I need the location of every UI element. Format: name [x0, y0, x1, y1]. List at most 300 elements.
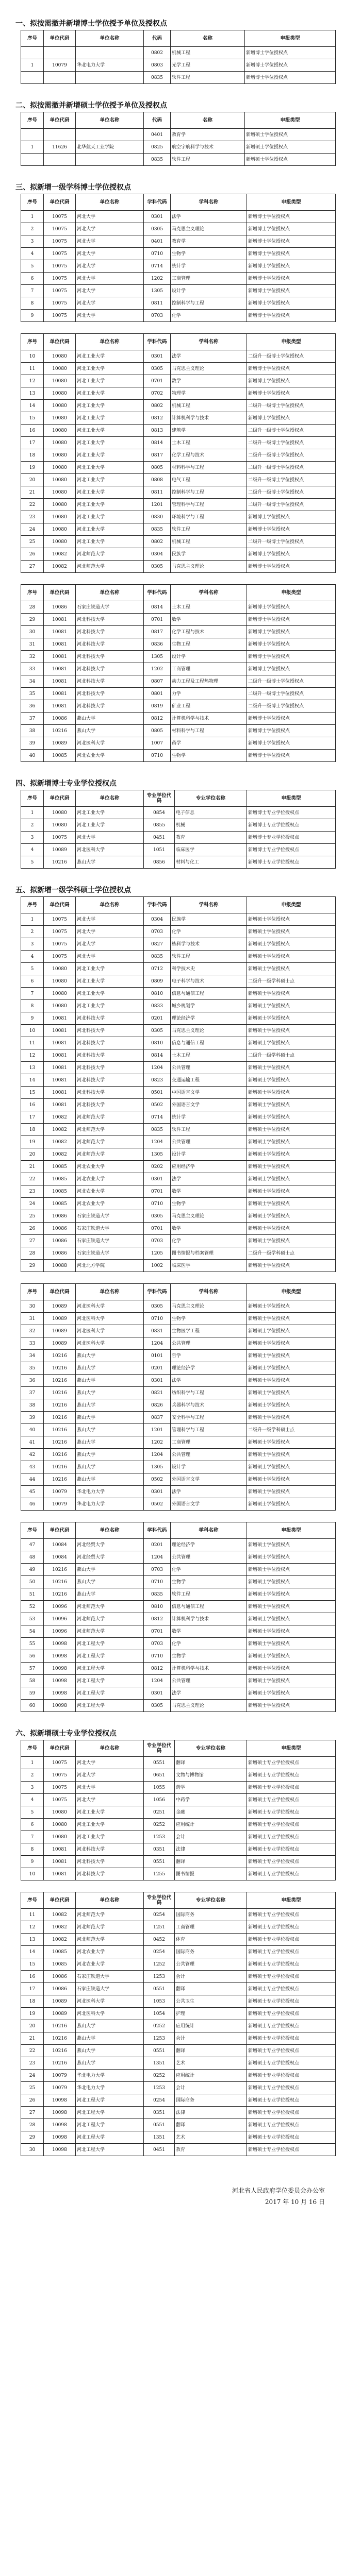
table-cell: 10081 [44, 700, 76, 713]
table-header-row [21, 897, 336, 913]
table-cell: 机械工程 [171, 400, 247, 412]
table-cell: 10216 [44, 1350, 76, 1362]
table-cell: 新增硕士学位授权点 [247, 1486, 336, 1498]
table-cell: 21 [21, 1161, 44, 1173]
table-cell: 10084 [44, 1539, 76, 1551]
table-row [21, 449, 336, 462]
table-row [21, 951, 336, 963]
table-cell: 15 [21, 412, 44, 425]
table-row [21, 638, 336, 651]
table-row [21, 1794, 336, 1806]
table-header-row [21, 790, 336, 807]
table-cell: 0305 [144, 1025, 171, 1037]
table-cell: 新增博士学位授权点 [247, 285, 336, 297]
table-cell: 0714 [144, 1111, 171, 1124]
table-cell: 城乡规划学 [171, 1000, 247, 1012]
table-cell: 新增硕士学位授权点 [247, 1223, 336, 1235]
table-cell: 药学 [171, 737, 247, 750]
table-cell: 河北工业大学 [76, 1819, 144, 1831]
table-row [21, 129, 336, 141]
table-row [21, 1473, 336, 1486]
table-cell: 设计学 [171, 1461, 247, 1473]
table-cell: 河北医科大学 [76, 1313, 144, 1325]
table-cell: 新增硕士学位授权点 [247, 1124, 336, 1136]
table-row [21, 1564, 336, 1576]
table-cell: 0451 [144, 832, 175, 844]
table-cell: 11 [21, 1037, 44, 1049]
table-cell: 0252 [144, 1819, 175, 1831]
table-cell: 新增硕士学位授权点 [247, 1613, 336, 1625]
table-cell: 中国语言文学 [171, 1087, 247, 1099]
data-table [21, 584, 336, 762]
table-cell: 10075 [44, 926, 76, 938]
table-cell: 25 [21, 1210, 44, 1223]
table-row [21, 975, 336, 988]
table-cell: 石家庄铁道大学 [76, 601, 144, 614]
table-cell: 0836 [144, 638, 171, 651]
table-cell: 燕山大学 [76, 713, 144, 725]
table-cell: 0837 [144, 1412, 171, 1424]
table-cell: 34 [21, 1350, 44, 1362]
table-row [21, 1037, 336, 1049]
table-cell: 河北工程大学 [76, 1638, 144, 1650]
table-cell: 10216 [44, 725, 76, 737]
table-cell: 0401 [144, 235, 171, 248]
column-header: 单位名称 [76, 1284, 144, 1300]
data-table [21, 1892, 336, 2156]
column-header: 申报类型 [245, 30, 336, 47]
table-cell: 10086 [44, 713, 76, 725]
table-cell: 化学工程与技术 [171, 449, 247, 462]
table-cell: 数学 [171, 614, 247, 626]
table-cell: 10098 [44, 2094, 76, 2107]
table-cell: 河北科技大学 [76, 1087, 144, 1099]
table-cell: 0812 [144, 412, 171, 425]
table-cell: 燕山大学 [76, 1412, 144, 1424]
table-cell: 30 [21, 2144, 44, 2156]
table-cell: 计算机科学与技术 [171, 713, 247, 725]
table-cell: 20 [21, 474, 44, 486]
column-header: 单位代码 [44, 112, 76, 129]
table-cell: 河北科技大学 [76, 1049, 144, 1062]
table-cell: 10082 [44, 1909, 76, 1921]
table-cell: 10081 [44, 1099, 76, 1111]
table-cell: 8 [21, 1843, 44, 1856]
table-cell: 河北科技大学 [76, 1037, 144, 1049]
table-cell: 21 [21, 486, 44, 499]
table-cell: 0830 [144, 511, 171, 523]
column-header: 申报类型 [247, 585, 336, 601]
table-cell: 0819 [144, 700, 171, 713]
column-header: 学科代码 [144, 585, 171, 601]
table-cell: 32 [21, 651, 44, 663]
table-cell: 0710 [144, 1313, 171, 1325]
table-cell: 10096 [44, 1613, 76, 1625]
table-row [21, 663, 336, 675]
table-cell: 10089 [44, 1300, 76, 1313]
table-cell: 10081 [44, 1062, 76, 1074]
table-cell: 24 [21, 2070, 44, 2082]
table-cell: 10080 [44, 412, 76, 425]
column-header: 单位名称 [76, 790, 144, 807]
table-cell: 59 [21, 1687, 44, 1700]
table-cell: 10098 [44, 2131, 76, 2144]
table-cell: 河北大学 [76, 297, 144, 310]
table-cell: 0252 [144, 2020, 175, 2032]
table-row [21, 2020, 336, 2032]
table-cell: 翻译 [175, 2119, 247, 2131]
table-row [21, 1087, 336, 1099]
table-row [21, 235, 336, 248]
table-cell: 1205 [144, 1247, 171, 1260]
table-cell: 燕山大学 [76, 1576, 144, 1588]
table-cell: 3 [21, 1782, 44, 1794]
table-cell: 生物学 [171, 1576, 247, 1588]
table-cell: 10075 [44, 260, 76, 273]
table-cell: 马克思主义理论 [171, 561, 247, 573]
table-cell: 国际商务 [175, 1909, 247, 1921]
table-cell: 10079 [44, 1498, 76, 1511]
table-cell: 6 [21, 1819, 44, 1831]
table-cell: 会计 [175, 1831, 247, 1843]
table-cell: 河北大学 [76, 310, 144, 322]
table-cell: 42 [21, 1449, 44, 1461]
column-header: 单位名称 [76, 194, 144, 211]
table-cell: 新增博士学位授权点 [247, 273, 336, 285]
table-cell: 36 [21, 1375, 44, 1387]
table-cell: 物理学 [171, 387, 247, 400]
column-header: 专业学位名称 [175, 1892, 247, 1909]
table-header-row [21, 30, 336, 47]
table-cell: 河北科技大学 [76, 1012, 144, 1025]
table-cell: 30 [21, 626, 44, 638]
table-cell: 法学 [171, 211, 247, 223]
table-cell: 0701 [144, 1185, 171, 1198]
table-cell: 新增硕士专业学位授权点 [247, 1958, 336, 1971]
table-cell: 河北工业大学 [76, 350, 144, 363]
table-row [21, 1362, 336, 1375]
table-cell: 教育学 [171, 129, 245, 141]
table-cell: 安全科学与工程 [171, 1412, 247, 1424]
table-cell: 15 [21, 1958, 44, 1971]
table-cell: 10216 [44, 1588, 76, 1601]
table-cell: 10089 [44, 844, 76, 856]
table-cell: 0802 [144, 47, 171, 59]
table-cell: 49 [21, 1564, 44, 1576]
table-row [21, 1946, 336, 1958]
table-row [21, 1313, 336, 1325]
table-cell: 0809 [144, 975, 171, 988]
table-cell: 河北大学 [76, 273, 144, 285]
table-cell: 21 [21, 2032, 44, 2045]
column-header: 申报类型 [245, 112, 336, 129]
table-cell: 10216 [44, 1399, 76, 1412]
table-cell: 55 [21, 1638, 44, 1650]
table-cell: 10084 [44, 1551, 76, 1564]
table-cell: 艺术 [175, 2057, 247, 2070]
table-header-row [21, 585, 336, 601]
table-cell: 0202 [144, 1161, 171, 1173]
table-cell: 2 [21, 1769, 44, 1782]
table-cell: 0805 [144, 462, 171, 474]
column-header: 申报类型 [247, 1892, 336, 1909]
table-cell: 19 [21, 2008, 44, 2020]
table-cell: 马克思主义理论 [171, 1025, 247, 1037]
table-cell: 二级升一级博士学位授权点 [247, 400, 336, 412]
table-cell: 10081 [44, 1037, 76, 1049]
table-cell: 0351 [144, 2107, 175, 2119]
table-cell: 河北科技大学 [76, 614, 144, 626]
table-cell: 10075 [44, 235, 76, 248]
table-cell: 新增硕士专业学位授权点 [247, 2107, 336, 2119]
column-header: 学科代码 [144, 334, 171, 350]
table-cell: 二级升一级博士学位授权点 [247, 536, 336, 548]
table-cell: 14 [21, 400, 44, 412]
table-cell: 核科学与技术 [171, 938, 247, 951]
table-cell: 化学 [171, 310, 247, 322]
table-cell: 12 [21, 1049, 44, 1062]
table-cell: 19 [21, 462, 44, 474]
table-row [21, 350, 336, 363]
table-cell: 河北医科大学 [76, 1325, 144, 1337]
table-cell: 法学 [171, 1375, 247, 1387]
table-cell: 河北工程大学 [76, 1663, 144, 1675]
table-cell: 体育 [175, 1934, 247, 1946]
table-cell: 金融 [175, 1806, 247, 1819]
table-cell: 1007 [144, 737, 171, 750]
table-cell: 0703 [144, 1564, 171, 1576]
table-row [21, 1136, 336, 1148]
table-row [21, 1198, 336, 1210]
table-cell: 河北科技大学 [76, 1843, 144, 1856]
table-cell: 1305 [144, 651, 171, 663]
table-cell: 10216 [44, 1412, 76, 1424]
table-cell: 0551 [144, 2119, 175, 2131]
table-header-row [21, 1740, 336, 1757]
table-cell: 10086 [44, 1210, 76, 1223]
table-cell: 10082 [44, 548, 76, 561]
column-header: 学科名称 [171, 585, 247, 601]
table-row [21, 1235, 336, 1247]
table-cell: 工商管理 [171, 663, 247, 675]
table-row [21, 1625, 336, 1638]
table-row [21, 1782, 336, 1794]
table-cell: 新增博士学位授权点 [247, 750, 336, 762]
table-cell: 河北工程大学 [76, 2131, 144, 2144]
table-cell: 19 [21, 1136, 44, 1148]
table-cell: 0702 [144, 387, 171, 400]
table-cell: 10081 [44, 1025, 76, 1037]
table-cell: 公共管理 [171, 1062, 247, 1074]
table-cell: 新增博士学位授权点 [247, 211, 336, 223]
table-cell: 生物学 [171, 1313, 247, 1325]
table-cell: 2 [21, 926, 44, 938]
table-cell: 新增硕士专业学位授权点 [247, 2020, 336, 2032]
table-cell: 10089 [44, 2008, 76, 2020]
table-cell: 软件工程 [171, 72, 245, 84]
table-row [21, 2082, 336, 2094]
table-cell: 化学 [171, 926, 247, 938]
table-cell: 0801 [144, 688, 171, 700]
table-cell: 燕山大学 [76, 1375, 144, 1387]
table-cell: 河北工业大学 [76, 425, 144, 437]
table-cell: 新增博士学位授权点 [247, 363, 336, 375]
table-row [21, 486, 336, 499]
table-cell: 7 [21, 988, 44, 1000]
table-cell: 新增硕士学位授权点 [247, 1198, 336, 1210]
table-row [21, 1921, 336, 1934]
table-cell: 河北大学 [76, 211, 144, 223]
table-cell [21, 72, 44, 84]
table-row [21, 1934, 336, 1946]
table-cell: 0817 [144, 449, 171, 462]
table-row [21, 1161, 336, 1173]
table-cell: 1253 [144, 2032, 175, 2045]
table-cell: 河北工业大学 [76, 1806, 144, 1819]
table-cell: 0710 [144, 1198, 171, 1210]
table-cell: 外国语言文学 [171, 1498, 247, 1511]
table-cell: 1305 [144, 1148, 171, 1161]
table-cell: 22 [21, 2045, 44, 2057]
table-row [21, 1436, 336, 1449]
table-cell: 1 [21, 59, 44, 72]
table-cell: 新增硕士专业学位授权点 [247, 1769, 336, 1782]
table-cell: 翻译 [175, 1856, 247, 1868]
table-cell: 1201 [144, 499, 171, 511]
table-cell: 新增博士专业学位授权点 [247, 856, 336, 869]
table-cell: 软件工程 [171, 1124, 247, 1136]
table-cell: 新增硕士专业学位授权点 [247, 2045, 336, 2057]
table-row [21, 2008, 336, 2020]
table-cell: 马克思主义理论 [171, 223, 247, 235]
table-cell: 新增硕士专业学位授权点 [247, 1934, 336, 1946]
table-cell: 新增硕士专业学位授权点 [247, 1995, 336, 2008]
table-cell: 12 [21, 375, 44, 387]
table-cell: 文物与博物馆 [175, 1769, 247, 1782]
table-cell: 中药学 [175, 1794, 247, 1806]
table-cell: 0831 [144, 1325, 171, 1337]
table-cell: 新增硕士专业学位授权点 [247, 2070, 336, 2082]
table-cell: 民族学 [171, 913, 247, 926]
table-cell: 河北工业大学 [76, 511, 144, 523]
table-cell: 23 [21, 511, 44, 523]
table-cell: 10080 [44, 425, 76, 437]
table-cell: 新增博士学位授权点 [247, 523, 336, 536]
table-cell: 10080 [44, 963, 76, 975]
column-header: 学科代码 [144, 897, 171, 913]
table-row [21, 938, 336, 951]
table-row [21, 1576, 336, 1588]
column-header: 单位名称 [76, 1740, 144, 1757]
table-cell: 0805 [144, 725, 171, 737]
table-cell: 河北工业大学 [76, 400, 144, 412]
table-cell: 5 [21, 260, 44, 273]
table-cell: 24 [21, 1198, 44, 1210]
table-cell: 4 [21, 951, 44, 963]
table-cell: 1253 [144, 2082, 175, 2094]
section-title: 二、拟按需撤并新增硕士学位授予单位及授权点 [15, 101, 167, 110]
table-row [21, 688, 336, 700]
table-cell: 翻译 [175, 2045, 247, 2057]
table-cell: 二级升一级博士学位授权点 [247, 449, 336, 462]
table-cell: 1305 [144, 285, 171, 297]
table-cell: 新增博士专业学位授权点 [247, 832, 336, 844]
table-cell: 公共卫生 [175, 1995, 247, 2008]
table-cell: 9 [21, 1856, 44, 1868]
table-row [21, 437, 336, 449]
column-header: 单位代码 [44, 334, 76, 350]
table-cell: 法律 [175, 2107, 247, 2119]
table-cell: 河北工程大学 [76, 2119, 144, 2131]
table-cell: 36 [21, 700, 44, 713]
table-cell: 1002 [144, 1260, 171, 1272]
table-cell [76, 154, 144, 166]
table-cell: 10089 [44, 1313, 76, 1325]
table-cell: 0856 [144, 856, 175, 869]
table-cell: 新增硕士专业学位授权点 [247, 2144, 336, 2156]
table-row [21, 1210, 336, 1223]
table-row [21, 844, 336, 856]
table-cell: 40 [21, 750, 44, 762]
table-row [21, 737, 336, 750]
table-cell: 10081 [44, 1087, 76, 1099]
table-cell: 新增硕士学位授权点 [247, 1588, 336, 1601]
table-cell [76, 47, 144, 59]
table-cell: 44 [21, 1473, 44, 1486]
table-row [21, 1687, 336, 1700]
table-cell: 石家庄铁道大学 [76, 1983, 144, 1995]
table-cell: 新增硕士专业学位授权点 [247, 1819, 336, 1831]
table-cell: 新增硕士专业学位授权点 [247, 1971, 336, 1983]
table-cell: 10080 [44, 363, 76, 375]
table-cell: 0802 [144, 536, 171, 548]
table-cell: 10080 [44, 462, 76, 474]
table-cell: 39 [21, 737, 44, 750]
table-cell: 1305 [144, 1461, 171, 1473]
table-cell: 兵器科学与技术 [171, 1399, 247, 1412]
table-cell: 新增博士学位授权点 [247, 260, 336, 273]
table-row [21, 2070, 336, 2082]
table-cell: 河北科技大学 [76, 651, 144, 663]
column-header: 单位代码 [44, 1284, 76, 1300]
table-cell: 0812 [144, 1663, 171, 1675]
table-cell: 5 [21, 963, 44, 975]
section-title: 六、拟新增硕士专业学位授权点 [15, 1730, 117, 1738]
table-cell: 计算机科学与技术 [171, 1613, 247, 1625]
table-cell: 新增硕士学位授权点 [247, 1173, 336, 1185]
table-cell: 河北科技大学 [76, 1062, 144, 1074]
table-cell: 新增博士学位授权点 [247, 412, 336, 425]
table-cell: 设计学 [171, 285, 247, 297]
table-cell: 3 [21, 235, 44, 248]
column-header: 单位代码 [44, 30, 76, 47]
table-cell: 河北工业大学 [76, 363, 144, 375]
table-cell: 1 [21, 211, 44, 223]
table-cell: 软件工程 [171, 1588, 247, 1601]
table-cell: 10085 [44, 1946, 76, 1958]
table-cell: 河北工业大学 [76, 449, 144, 462]
table-cell: 40 [21, 1424, 44, 1436]
table-row [21, 1173, 336, 1185]
table-cell: 13 [21, 1934, 44, 1946]
table-cell: 0701 [144, 1625, 171, 1638]
table-cell: 34 [21, 675, 44, 688]
table-cell: 河北医科大学 [76, 737, 144, 750]
table-cell: 0254 [144, 1946, 175, 1958]
table-cell: 河北科技大学 [76, 1868, 144, 1880]
table-cell: 新增博士学位授权点 [247, 651, 336, 663]
table-cell: 26 [21, 1223, 44, 1235]
